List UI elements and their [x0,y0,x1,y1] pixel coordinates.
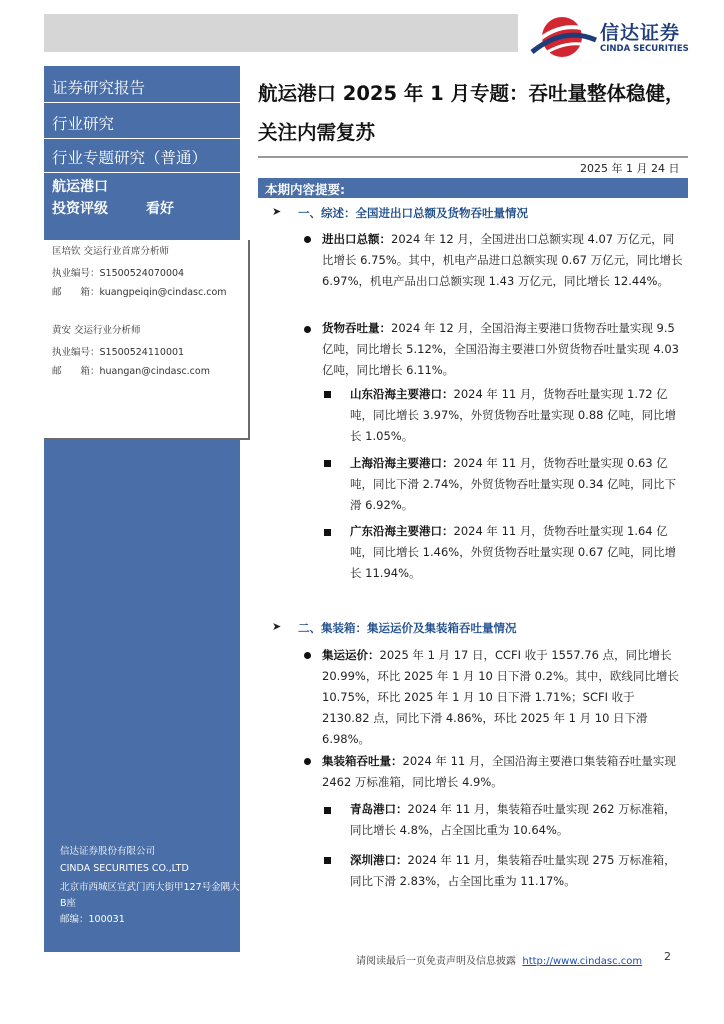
company-name-en: CINDA SECURITIES CO.,LTD [60,863,189,874]
freight-rate-paragraph [322,645,684,750]
logo-text-cn: 信达证券 [600,22,681,44]
para-label: 深圳港口： [350,853,408,867]
shanghai-paragraph [350,453,684,516]
shandong-paragraph [350,384,684,447]
logo-globe-icon [528,14,598,60]
para-label: 上海沿海主要港口： [350,456,454,470]
report-title: 航运港口 2025 年 1 月专题：吞吐量整体稳健，关注内需复苏 [258,82,685,144]
para-text: 2024 年 12 月，全国沿海主要港口货物吞吐量实现 9.5 亿吨，同比增长 5.12%，全国沿海主要港口外贸货物吞吐量实现 4.03 亿吨，同比增长 6.11%。 [322,321,679,377]
bullet-icon [304,652,311,659]
sidebar-divider [44,102,240,103]
header-bar [44,14,518,52]
bullet-icon [324,529,331,536]
para-label: 广东沿海主要港口： [350,524,454,538]
analyst-email[interactable]: 邮 箱：huangan@cindasc.com [52,366,210,377]
bullet-icon [324,391,331,398]
sidebar-divider [44,172,240,173]
industry-name: 航运港口 [52,179,108,195]
footer-disclaimer [356,952,642,967]
analyst-name: 黄安 交运行业分析师 [52,325,141,336]
shenzhen-paragraph [350,850,684,892]
qingdao-paragraph [350,799,684,841]
special-research-label: 行业专题研究（普通） [52,149,208,167]
research-label: 行业研究 [52,115,115,133]
para-label: 青岛港口： [350,802,408,816]
company-address-2: B座 [60,898,77,909]
bullet-icon [324,857,331,864]
rating-value: 看好 [146,201,174,217]
para-text: 2024 年 12 月，全国进出口总额实现 4.07 万亿元，同比增长 6.75%。其中，机电产品进口总额实现 0.67 万亿元，同比增长 6.97%，机电产品出口总额实现 1.43 万亿元，同比增长 12.44%。 [322,232,683,288]
container-throughput-paragraph [322,751,684,793]
disclaimer-text: 请阅读最后一页免责声明及信息披露 [356,956,516,967]
para-label: 进出口总额： [322,232,391,246]
bullet-icon [304,326,311,333]
para-text: 2024 年 11 月，货物吞吐量实现 1.64 亿吨，同比增长 1.46%，外贸货物吞吐量实现 0.67 亿吨，同比增长 11.94%。 [350,524,677,580]
report-type-label: 证券研究报告 [52,79,146,97]
report-date: 2025 年 1 月 24 日 [580,162,680,175]
arrow-icon: ➤ [272,205,282,218]
bullet-icon [324,460,331,467]
para-text: 2024 年 11 月，集装箱吞吐量实现 275 万标准箱，同比下滑 2.83%，占全国比重为 11.17%。 [350,853,676,888]
summary-label: 本期内容提要: [265,182,345,197]
logo-text-en: CINDA SECURITIES [600,44,689,54]
cargo-throughput-paragraph [322,318,684,381]
section1-title: 一、综述：全国进出口总额及货物吞吐量情况 [298,206,528,220]
analyst-email[interactable]: 邮 箱：kuangpeiqin@cindasc.com [52,287,227,298]
para-text: 2024 年 11 月，货物吞吐量实现 0.63 亿吨，同比下滑 2.74%，外贸货物吞吐量实现 0.34 亿吨，同比下滑 6.92%。 [350,456,677,512]
analyst-license: 执业编号：S1500524070004 [52,268,185,279]
guangdong-paragraph [350,521,684,584]
para-label: 集运运价： [322,648,380,662]
analyst-name: 匡培钦 交运行业首席分析师 [52,246,170,257]
section2-title: 二、集装箱：集运运价及集装箱吞吐量情况 [298,621,517,635]
para-label: 山东沿海主要港口： [350,387,454,401]
para-label: 集装箱吞吐量： [322,754,403,768]
footer-link[interactable]: http://www.cindasc.com [522,956,643,967]
para-text: 2025 年 1 月 17 日，CCFI 收于 1557.76 点，同比增长 20.99%，环比 2025 年 1 月 10 日下滑 0.2%。其中，欧线同比增长 10.75%，环比 2025 年 1 月 10 日下滑 1.71%；SCFI 收于 2130.82 点，同比下滑 4.86%，环比 2025 年 1 月 10 日下滑 6.98%。 [322,648,679,746]
analyst-license: 执业编号：S1500524110001 [52,347,185,358]
para-text: 2024 年 11 月，全国沿海主要港口集装箱吞吐量实现 2462 万标准箱，同比增长 4.9%。 [322,754,676,789]
title-divider [258,156,688,158]
page-number: 2 [664,950,671,963]
para-label: 货物吞吐量： [322,321,391,335]
import-export-paragraph [322,229,684,292]
para-text: 2024 年 11 月，集装箱吞吐量实现 262 万标准箱，同比增长 4.8%，占全国比重为 10.64%。 [350,802,676,837]
para-text: 2024 年 11 月，货物吞吐量实现 1.72 亿吨，同比增长 3.97%，外贸货物吞吐量实现 0.88 亿吨，同比增长 1.05%。 [350,387,677,443]
bullet-icon [324,807,331,814]
company-postcode: 邮编：100031 [60,914,125,925]
bullet-icon [304,236,311,243]
sidebar-divider [44,138,240,139]
bullet-icon [304,758,311,765]
company-name-cn: 信达证券股份有限公司 [60,846,156,857]
arrow-icon: ➤ [272,620,282,633]
rating-label: 投资评级 [52,201,108,217]
company-address: 北京市西城区宣武门西大街甲127号金隅大厦 [60,882,250,893]
